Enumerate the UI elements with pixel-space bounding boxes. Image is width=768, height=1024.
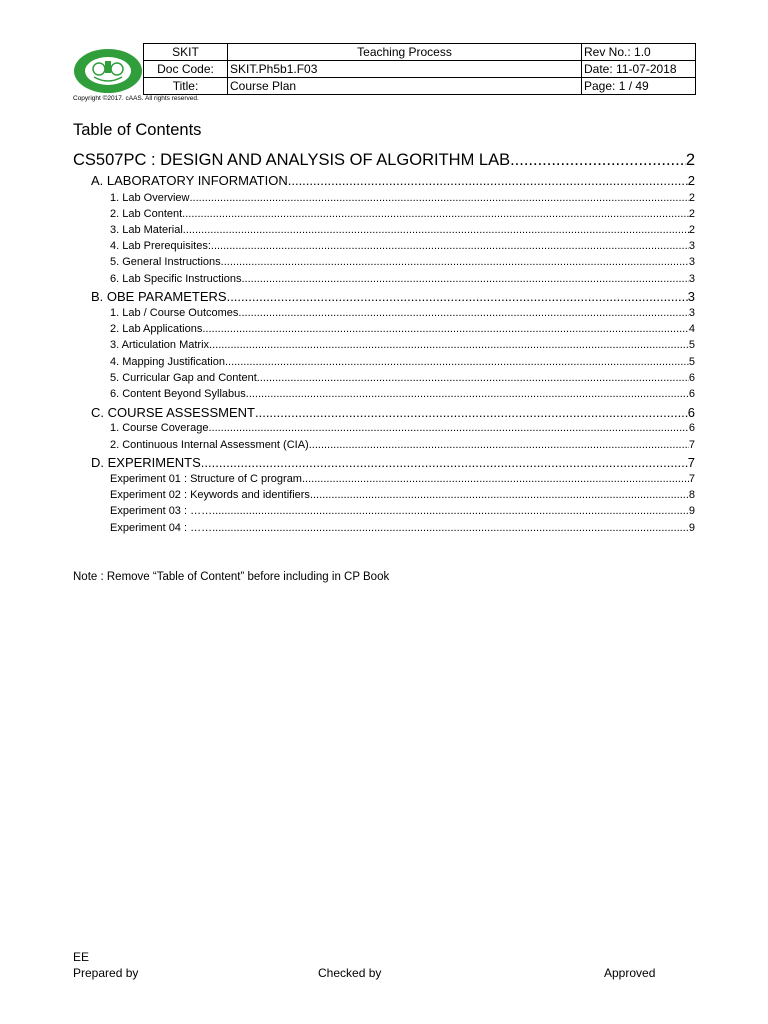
toc-leader-dots (221, 256, 689, 268)
doc-code-value: SKIT.Ph5b1.F03 (228, 61, 582, 78)
toc-entry-text: 2. Lab Applications (110, 323, 203, 335)
toc-entry-page: 6 (688, 372, 695, 384)
toc-entry-page: 8 (688, 489, 695, 501)
toc-entry[interactable] (110, 208, 695, 220)
org-cell: SKIT (144, 44, 228, 61)
toc-leader-dots (189, 192, 688, 204)
toc-entry-text: Experiment 03 : …… (110, 505, 213, 517)
institute-logo (72, 47, 144, 95)
toc-entry[interactable] (110, 473, 695, 485)
toc-leader-dots (288, 173, 688, 188)
toc-entry[interactable] (110, 505, 695, 517)
toc-leader-dots (182, 208, 689, 220)
toc-entry[interactable] (110, 240, 695, 252)
document-header-table (143, 43, 696, 95)
toc-entry-page: 3 (687, 289, 695, 304)
toc-entry[interactable] (110, 388, 695, 400)
toc-entry-text: D. EXPERIMENTS (91, 455, 201, 470)
toc-entry-page: 3 (688, 273, 695, 285)
toc-entry-page: 6 (688, 422, 695, 434)
toc-leader-dots (310, 489, 689, 501)
toc-entry-page: 7 (687, 455, 695, 470)
toc-entry[interactable] (110, 307, 695, 319)
toc-entry[interactable] (110, 323, 695, 335)
toc-heading: Table of Contents (73, 121, 202, 139)
toc-entry-page: 2 (687, 173, 695, 188)
toc-entry-text: 1. Lab / Course Outcomes (110, 307, 239, 319)
toc-entry-text: 4. Mapping Justification (110, 356, 225, 368)
toc-entry-text: Experiment 01 : Structure of C program (110, 473, 302, 485)
toc-leader-dots (209, 339, 689, 351)
toc-entry-text: Experiment 04 : …… (110, 522, 213, 534)
toc-entry[interactable] (110, 356, 695, 368)
toc-entry-page: 2 (688, 224, 695, 236)
toc-leader-dots (225, 356, 689, 368)
toc-entry-page: 6 (687, 405, 695, 420)
toc-entry-text: C. COURSE ASSESSMENT (91, 405, 255, 420)
toc-entry-text: 2. Continuous Internal Assessment (CIA) (110, 439, 309, 451)
title-label: Title: (144, 78, 228, 95)
footer-approved: Approved (604, 966, 656, 980)
toc-leader-dots (241, 273, 688, 285)
toc-entry-page: 9 (688, 505, 695, 517)
toc-entry-page: 2 (688, 208, 695, 220)
toc-entry[interactable] (110, 522, 695, 534)
toc-entry-text: B. OBE PARAMETERS (91, 289, 227, 304)
toc-entry[interactable] (110, 273, 695, 285)
toc-entry-text: 3. Lab Material (110, 224, 183, 236)
toc-entry-section-b[interactable] (91, 289, 695, 304)
toc-entry-text: 1. Course Coverage (110, 422, 209, 434)
toc-entry[interactable] (110, 224, 695, 236)
toc-leader-dots (211, 240, 689, 252)
doc-code-label: Doc Code: (144, 61, 228, 78)
toc-entry-section-d[interactable] (91, 455, 695, 470)
toc-leader-dots (227, 289, 688, 304)
toc-entry-page: 7 (688, 439, 695, 451)
title-value: Course Plan (228, 78, 582, 95)
toc-entry[interactable] (110, 339, 695, 351)
note-text: Note : Remove “Table of Content” before including in CP Book (73, 571, 390, 583)
toc-entry-text: CS507PC : DESIGN AND ANALYSIS OF ALGORITHM LAB (73, 151, 511, 169)
toc-leader-dots (208, 422, 688, 434)
toc-leader-dots (302, 473, 689, 485)
toc-entry-page: 3 (688, 256, 695, 268)
toc-entry-page: 2 (685, 151, 695, 169)
toc-leader-dots (238, 307, 688, 319)
toc-entry-page: 5 (688, 339, 695, 351)
toc-entry-text: 4. Lab Prerequisites: (110, 240, 211, 252)
toc-entry-text: Experiment 02 : Keywords and identifiers (110, 489, 310, 501)
toc-leader-dots (255, 405, 688, 420)
footer-checked-by: Checked by (318, 966, 382, 980)
toc-leader-dots (201, 455, 688, 470)
copyright-notice: Copyright ©2017. cAAS. All rights reserved. (73, 95, 199, 102)
toc-entry[interactable] (110, 439, 695, 451)
footer-dept: EE (73, 950, 90, 964)
toc-entry[interactable] (110, 192, 695, 204)
toc-entry-page: 4 (688, 323, 695, 335)
toc-leader-dots (212, 522, 689, 534)
toc-entry[interactable] (110, 372, 695, 384)
toc-entry-text: 5. General Instructions (110, 256, 221, 268)
date-cell: Date: 11-07-2018 (582, 61, 696, 78)
toc-entry-text: 2. Lab Content (110, 208, 183, 220)
toc-entry-page: 7 (688, 473, 695, 485)
toc-leader-dots (246, 388, 689, 400)
toc-entry-page: 5 (688, 356, 695, 368)
rev-cell: Rev No.: 1.0 (582, 44, 696, 61)
toc-entry[interactable] (110, 256, 695, 268)
toc-entry-page: 2 (688, 192, 695, 204)
toc-entry-text: 6. Content Beyond Syllabus (110, 388, 246, 400)
toc-entry-text: 5. Curricular Gap and Content (110, 372, 257, 384)
toc-entry-text: A. LABORATORY INFORMATION (91, 173, 288, 188)
toc-entry[interactable] (110, 422, 695, 434)
toc-entry-page: 9 (688, 522, 695, 534)
toc-leader-dots (309, 439, 689, 451)
toc-entry-text: 6. Lab Specific Instructions (110, 273, 242, 285)
toc-entry-section-c[interactable] (91, 405, 695, 420)
toc-entry-course[interactable] (73, 151, 695, 170)
toc-leader-dots (183, 224, 689, 236)
toc-leader-dots (202, 323, 689, 335)
toc-entry[interactable] (110, 489, 695, 501)
page-cell: Page: 1 / 49 (582, 78, 696, 95)
toc-entry-page: 6 (688, 388, 695, 400)
toc-leader-dots (510, 151, 686, 170)
toc-entry-text: 3. Articulation Matrix (110, 339, 210, 351)
process-cell: Teaching Process (228, 44, 582, 61)
toc-entry-page: 3 (688, 307, 695, 319)
toc-entry-page: 3 (688, 240, 695, 252)
toc-entry-text: 1. Lab Overview (110, 192, 190, 204)
toc-leader-dots (257, 372, 689, 384)
toc-entry-section-a[interactable] (91, 173, 695, 188)
footer-prepared-by: Prepared by (73, 966, 139, 980)
toc-leader-dots (212, 505, 689, 517)
